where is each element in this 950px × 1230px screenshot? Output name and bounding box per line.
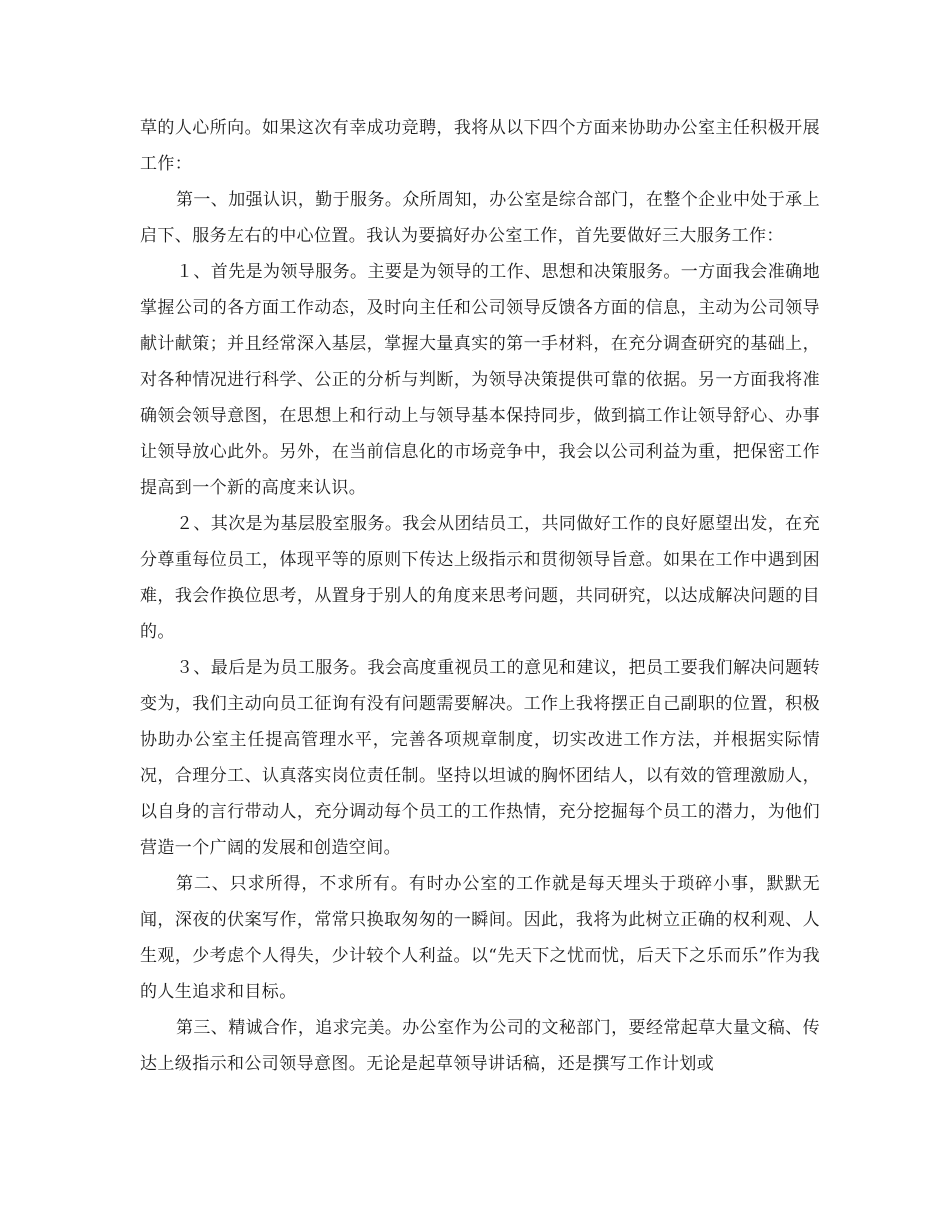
paragraph-point-two: 第二、只求所得，不求所有。有时办公室的工作就是每天埋头于琐碎小事，默默无闻，深夜的伏案写作，常常只换取匆匆的一瞬间。因此，我将为此树立正确的权利观、人生观，少考虑个人得失，少计较个人利益。以“先天下之忧而忧，后天下之乐而乐”作为我的人生追求和目标。 [140, 874, 820, 1002]
paragraph-point-three: 第三、精诚合作，追求完美。办公室作为公司的文秘部门，要经常起草大量文稿、传达上级指示和公司领导意图。无论是起草领导讲话稿，还是撰写工作计划或 [140, 1018, 820, 1074]
document-body [140, 110, 820, 1082]
paragraph-continuation: 草的人心所向。如果这次有幸成功竞聘，我将从以下四个方面来协助办公室主任积极开展工作： [140, 118, 820, 174]
paragraph-serve-employees: ３、最后是为员工服务。我会高度重视员工的意见和建议，把员工要我们解决问题转变为，我们主动向员工征询有没有问题需要解决。工作上我将摆正自己副职的位置，积极协助办公室主任提高管理水平，完善各项规章制度，切实改进工作方法，并根据实际情况，合理分工、认真落实岗位责任制。坚持以坦诚的胸怀团结人，以有效的管理激励人，以自身的言行带动人，充分调动每个员工的工作热情，充分挖掘每个员工的潜力，为他们营造一个广阔的发展和创造空间。 [140, 658, 820, 858]
paragraph-point-one: 第一、加强认识，勤于服务。众所周知，办公室是综合部门，在整个企业中处于承上启下、服务左右的中心位置。我认为要搞好办公室工作，首先要做好三大服务工作： [140, 190, 820, 246]
paragraph-serve-departments: ２、其次是为基层股室服务。我会从团结员工，共同做好工作的良好愿望出发，在充分尊重每位员工，体现平等的原则下传达上级指示和贯彻领导旨意。如果在工作中遇到困难，我会作换位思考，从置身于别人的角度来思考问题，共同研究，以达成解决问题的目的。 [140, 514, 820, 642]
paragraph-serve-leaders: １、首先是为领导服务。主要是为领导的工作、思想和决策服务。一方面我会准确地掌握公司的各方面工作动态，及时向主任和公司领导反馈各方面的信息，主动为公司领导献计献策；并且经常深入基层，掌握大量真实的第一手材料，在充分调查研究的基础上，对各种情况进行科学、公正的分析与判断，为领导决策提供可靠的依据。另一方面我将准确领会领导意图，在思想上和行动上与领导基本保持同步，做到搞工作让领导舒心、办事让领导放心此外。另外，在当前信息化的市场竞争中，我会以公司利益为重，把保密工作提高到一个新的高度来认识。 [140, 262, 820, 498]
